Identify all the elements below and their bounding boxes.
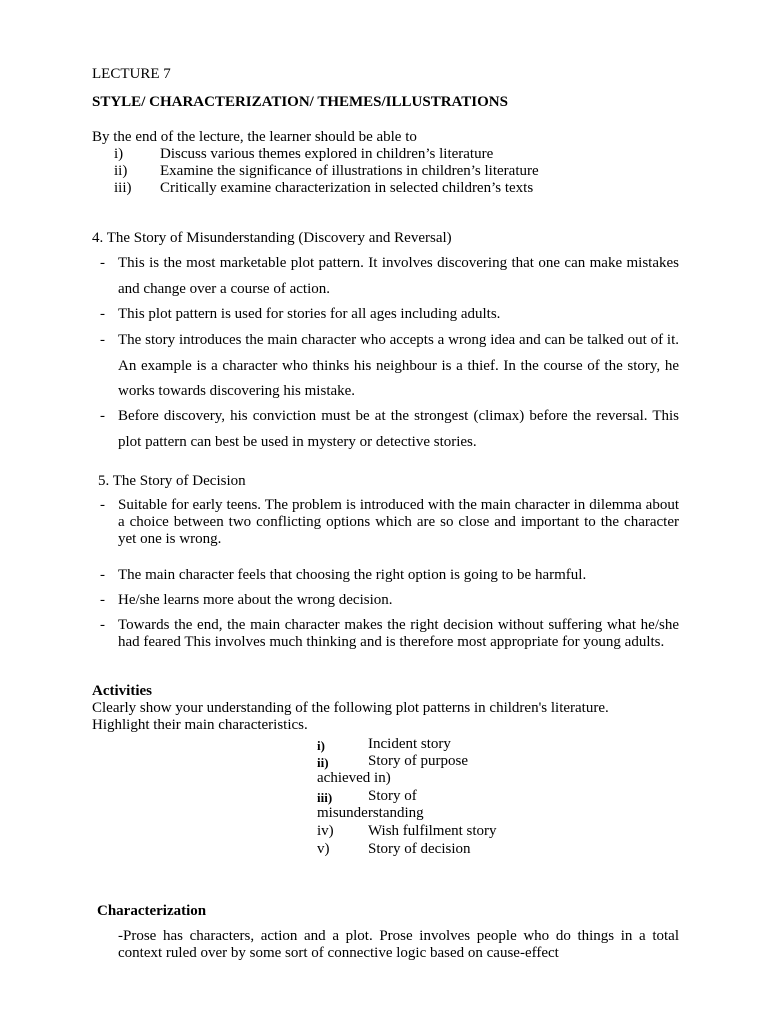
activity-number: iii) bbox=[317, 790, 333, 805]
activities-text: Clearly show your understanding of the following plot patterns in children's literature. bbox=[92, 700, 609, 716]
list-item: Towards the end, the main character makes the right decision without suffering what he/she had feared This involves much thinking and is therefore most appropriate for young adults. bbox=[118, 617, 679, 650]
list-item: This plot pattern is used for stories for all ages including adults. bbox=[118, 306, 501, 322]
activities-text: Highlight their main characteristics. bbox=[92, 717, 308, 733]
bullet-dash: - bbox=[100, 306, 105, 322]
activity-text: achieved in) bbox=[317, 770, 391, 786]
objective-number: iii) bbox=[114, 180, 132, 196]
objective-text: Examine the significance of illustrations in children’s literature bbox=[160, 163, 539, 179]
bullet-dash: - bbox=[100, 255, 105, 271]
objective-number: ii) bbox=[114, 163, 128, 179]
activity-text: Incident story bbox=[368, 736, 451, 752]
activity-text: Story of bbox=[368, 788, 417, 804]
list-item: Before discovery, his conviction must be at the strongest (climax) before the reversal. This plot pattern can best be used in mystery or detective stories. bbox=[118, 408, 679, 450]
list-item: Suitable for early teens. The problem is introduced with the main character in dilemma about a choice between two conflicting options which are so close and important to the character yet one is wrong. bbox=[118, 497, 679, 547]
activity-text: misunderstanding bbox=[317, 805, 424, 821]
bullet-dash: - bbox=[100, 332, 105, 348]
activity-text: Story of purpose bbox=[368, 753, 468, 769]
section-heading: 5. The Story of Decision bbox=[98, 473, 246, 489]
activity-text: Wish fulfilment story bbox=[368, 823, 497, 839]
bullet-dash: - bbox=[100, 567, 105, 583]
lecture-label: LECTURE 7 bbox=[92, 66, 171, 82]
activities-heading: Activities bbox=[92, 683, 152, 699]
bullet-dash: - bbox=[100, 617, 105, 633]
section-heading: 4. The Story of Misunderstanding (Discovery and Reversal) bbox=[92, 230, 452, 246]
objective-text: Discuss various themes explored in children’s literature bbox=[160, 146, 494, 162]
list-item: This is the most marketable plot pattern. It involves discovering that one can make mistakes and change over a course of action. bbox=[118, 255, 679, 297]
activity-number: ii) bbox=[317, 755, 329, 770]
bullet-dash: - bbox=[100, 497, 105, 513]
bullet-dash: - bbox=[100, 408, 105, 424]
objectives-intro: By the end of the lecture, the learner should be able to bbox=[92, 129, 417, 145]
page-title: STYLE/ CHARACTERIZATION/ THEMES/ILLUSTRATIONS bbox=[92, 94, 508, 110]
list-item: The main character feels that choosing the right option is going to be harmful. bbox=[118, 567, 587, 583]
list-item: He/she learns more about the wrong decision. bbox=[118, 592, 393, 608]
activity-text: Story of decision bbox=[368, 841, 471, 857]
list-item: The story introduces the main character who accepts a wrong idea and can be talked out of it. An example is a character who thinks his neighbour is a thief. In the course of the story, he works towards discovering his mistake. bbox=[118, 332, 679, 399]
activity-number: iv) bbox=[317, 823, 334, 839]
objective-number: i) bbox=[114, 146, 124, 162]
activity-number: i) bbox=[317, 738, 325, 753]
characterization-heading: Characterization bbox=[97, 903, 207, 919]
characterization-text: -Prose has characters, action and a plot. Prose involves people who do things in a total context ruled over by some sort of connective logic based on cause-effect bbox=[118, 928, 679, 961]
activity-number: v) bbox=[317, 841, 330, 857]
objective-text: Critically examine characterization in selected children’s texts bbox=[160, 180, 534, 196]
bullet-dash: - bbox=[100, 592, 105, 608]
